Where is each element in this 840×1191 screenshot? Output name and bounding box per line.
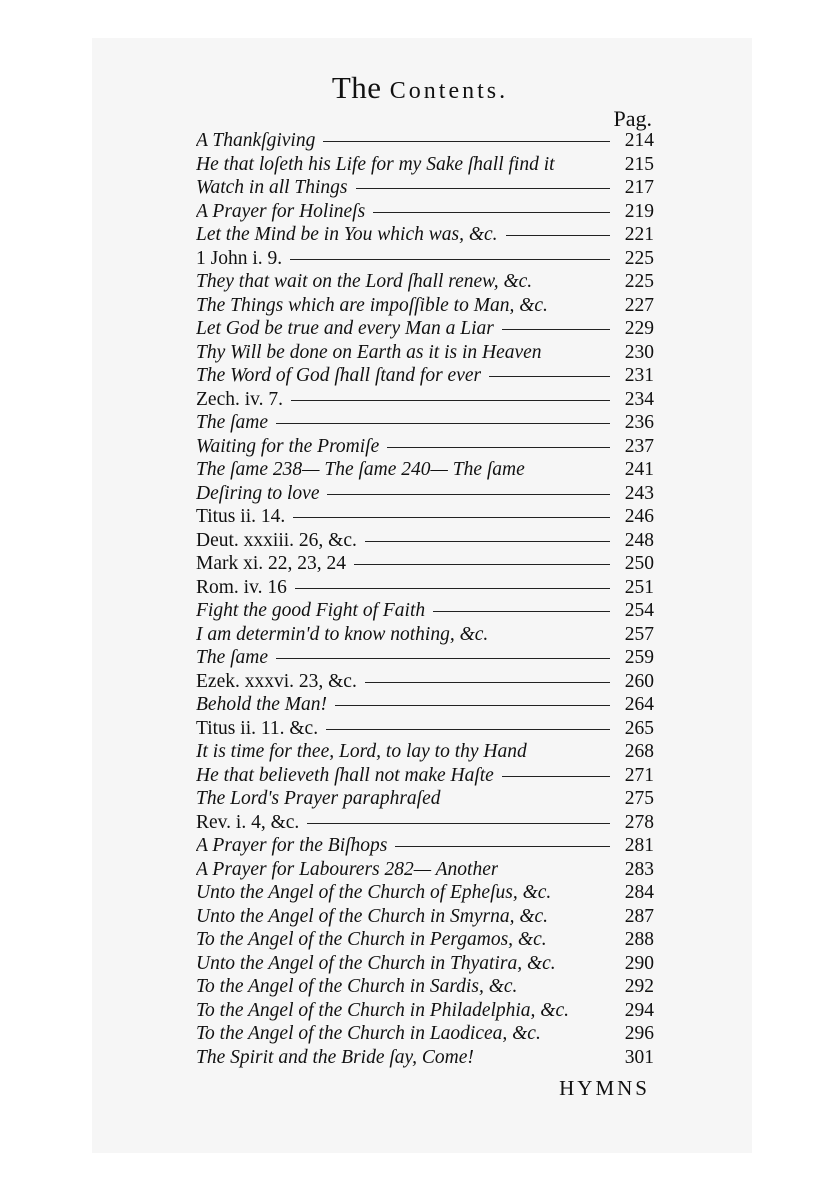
entry-page-number: 288 (624, 929, 654, 950)
entry-label: A Prayer for the Biſhops (196, 835, 388, 856)
contents-entry (196, 248, 654, 272)
contents-entry (196, 694, 654, 718)
contents-entry (196, 929, 654, 953)
leader-rule (373, 212, 610, 213)
leader-rule (506, 235, 610, 236)
entry-label: Titus ii. 11. &c. (196, 717, 319, 739)
entry-page-number: 225 (624, 247, 654, 269)
leader-rule (356, 188, 610, 189)
contents-entry (196, 788, 654, 812)
entry-page-number: 225 (624, 271, 654, 292)
contents-entry (196, 318, 654, 342)
leader-rule (335, 705, 610, 706)
entry-label: He that loſeth his Life for my Sake ſhall find it (196, 153, 555, 175)
entry-page-number: 292 (624, 976, 654, 997)
entry-label: To the Angel of the Church in Sardis, &c. (196, 976, 518, 997)
entry-page-number: 257 (624, 623, 654, 645)
entry-page-number: 268 (624, 741, 654, 762)
leader-rule (327, 494, 610, 495)
contents-entry (196, 412, 654, 436)
entry-page-number: 243 (624, 482, 654, 504)
entry-label: The ſame 238— The ſame 240— The ſame (196, 459, 525, 480)
contents-entry (196, 177, 654, 201)
catchword: HYMNS (559, 1076, 650, 1100)
leader-rule (276, 658, 610, 659)
contents-entry (196, 577, 654, 601)
leader-rule (295, 588, 610, 589)
entry-label: The ſame (196, 412, 269, 433)
contents-entry (196, 1023, 654, 1047)
leader-rule (365, 682, 610, 683)
entry-page-number: 294 (624, 999, 654, 1021)
entry-label: Zech. iv. 7. (196, 388, 283, 410)
entry-page-number: 264 (624, 694, 654, 715)
entry-page-number: 290 (624, 952, 654, 974)
contents-entry (196, 882, 654, 906)
leader-rule (395, 846, 610, 847)
contents-entry (196, 530, 654, 554)
contents-entry (196, 130, 654, 154)
page-title (0, 70, 840, 106)
entry-page-number: 283 (624, 858, 654, 880)
leader-rule (502, 329, 610, 330)
entry-label: Deut. xxxiii. 26, &c. (196, 529, 357, 551)
contents-entry (196, 835, 654, 859)
entry-page-number: 215 (624, 153, 654, 175)
entry-label: A Prayer for Holineſs (196, 200, 366, 222)
entry-page-number: 227 (624, 294, 654, 316)
contents-entry (196, 765, 654, 789)
entry-page-number: 250 (624, 553, 654, 574)
contents-entry (196, 671, 654, 695)
contents-entry (196, 953, 654, 977)
entry-page-number: 254 (624, 600, 654, 621)
leader-rule (433, 611, 610, 612)
leader-rule (276, 423, 610, 424)
entry-label: Rom. iv. 16 (196, 576, 287, 598)
entry-label: Let the Mind be in You which was, &c. (196, 224, 498, 245)
contents-entry (196, 295, 654, 319)
entry-label: To the Angel of the Church in Philadelphia, &c. (196, 999, 570, 1021)
entry-page-number: 301 (624, 1046, 654, 1068)
entry-page-number: 296 (624, 1023, 654, 1044)
contents-entry (196, 506, 654, 530)
entry-label: Thy Will be done on Earth as it is in Heaven (196, 341, 542, 363)
entry-label: The Spirit and the Bride ſay, Come! (196, 1046, 474, 1068)
contents-entry (196, 906, 654, 930)
entry-label: To the Angel of the Church in Laodicea, &c. (196, 1023, 541, 1044)
leader-rule (323, 141, 610, 142)
entry-label: The ſame (196, 647, 269, 668)
entry-label: They that wait on the Lord ſhall renew, &c. (196, 271, 533, 292)
entry-page-number: 248 (624, 529, 654, 551)
contents-entry (196, 600, 654, 624)
entry-page-number: 287 (624, 905, 654, 927)
contents-entry (196, 459, 654, 483)
entry-page-number: 230 (624, 341, 654, 363)
entry-page-number: 265 (624, 717, 654, 739)
entry-page-number: 234 (624, 388, 654, 410)
leader-rule (502, 776, 610, 777)
entry-label: The Lord's Prayer paraphraſed (196, 788, 441, 809)
contents-entry (196, 201, 654, 225)
entry-label: Fight the good Fight of Faith (196, 600, 426, 621)
entry-page-number: 237 (624, 435, 654, 457)
entry-page-number: 259 (624, 647, 654, 668)
entry-page-number: 236 (624, 412, 654, 433)
contents-entry (196, 647, 654, 671)
entry-label: Behold the Man! (196, 694, 328, 715)
page-column-label: Pag. (613, 106, 652, 131)
entry-page-number: 284 (624, 882, 654, 903)
entry-label: He that believeth ſhall not make Haſte (196, 764, 494, 786)
contents-entry (196, 553, 654, 577)
entry-page-number: 271 (624, 764, 654, 786)
entry-label: Deſiring to love (196, 482, 320, 504)
entry-page-number: 219 (624, 200, 654, 222)
leader-rule (291, 400, 610, 401)
entry-page-number: 229 (624, 318, 654, 339)
contents-entry (196, 154, 654, 178)
leader-rule (489, 376, 610, 377)
leader-rule (290, 259, 610, 260)
contents-entry (196, 342, 654, 366)
entry-page-number: 217 (624, 177, 654, 198)
entry-label: Rev. i. 4, &c. (196, 811, 300, 833)
leader-rule (307, 823, 610, 824)
leader-rule (365, 541, 610, 542)
entry-page-number: 275 (624, 788, 654, 809)
entry-page-number: 231 (624, 365, 654, 386)
leader-rule (326, 729, 610, 730)
contents-entry (196, 365, 654, 389)
entry-label: The Word of God ſhall ſtand for ever (196, 365, 482, 386)
contents-entry (196, 624, 654, 648)
entry-label: Mark xi. 22, 23, 24 (196, 553, 347, 574)
leader-rule (354, 564, 610, 565)
contents-entry (196, 483, 654, 507)
entry-label: To the Angel of the Church in Pergamos, &c. (196, 929, 547, 950)
contents-entry (196, 271, 654, 295)
entry-page-number: 241 (624, 459, 654, 480)
contents-entry (196, 1000, 654, 1024)
entry-label: Watch in all Things (196, 177, 348, 198)
contents-list (196, 130, 654, 1070)
entry-label: Unto the Angel of the Church in Thyatira, &c. (196, 952, 556, 974)
entry-page-number: 221 (624, 224, 654, 245)
entry-label: A Prayer for Labourers 282— Another (196, 858, 499, 880)
title-the: The (331, 70, 382, 105)
contents-entry (196, 224, 654, 248)
entry-label: Unto the Angel of the Church in Smyrna, &c. (196, 905, 549, 927)
entry-label: It is time for thee, Lord, to lay to thy Hand (196, 741, 527, 762)
leader-rule (387, 447, 610, 448)
entry-label: Waiting for the Promiſe (196, 435, 380, 457)
entry-label: The Things which are impoſſible to Man, &c. (196, 294, 548, 316)
contents-entry (196, 389, 654, 413)
contents-entry (196, 741, 654, 765)
entry-label: I am determin'd to know nothing, &c. (196, 623, 489, 645)
contents-entry (196, 1047, 654, 1071)
entry-label: A Thankſgiving (196, 130, 316, 151)
contents-entry (196, 812, 654, 836)
leader-rule (293, 517, 610, 518)
contents-entry (196, 859, 654, 883)
contents-entry (196, 436, 654, 460)
entry-label: Unto the Angel of the Church of Epheſus, &c. (196, 882, 552, 903)
entry-label: Let God be true and every Man a Liar (196, 318, 494, 339)
entry-page-number: 281 (624, 835, 654, 856)
entry-page-number: 214 (624, 130, 654, 151)
entry-page-number: 246 (624, 506, 654, 527)
entry-label: Titus ii. 14. (196, 506, 286, 527)
entry-page-number: 251 (624, 576, 654, 598)
title-contents: Contents. (389, 78, 509, 104)
contents-entry (196, 976, 654, 1000)
entry-label: Ezek. xxxvi. 23, &c. (196, 670, 357, 692)
entry-page-number: 260 (624, 670, 654, 692)
entry-page-number: 278 (624, 811, 654, 833)
entry-label: 1 John i. 9. (196, 247, 283, 269)
contents-entry (196, 718, 654, 742)
